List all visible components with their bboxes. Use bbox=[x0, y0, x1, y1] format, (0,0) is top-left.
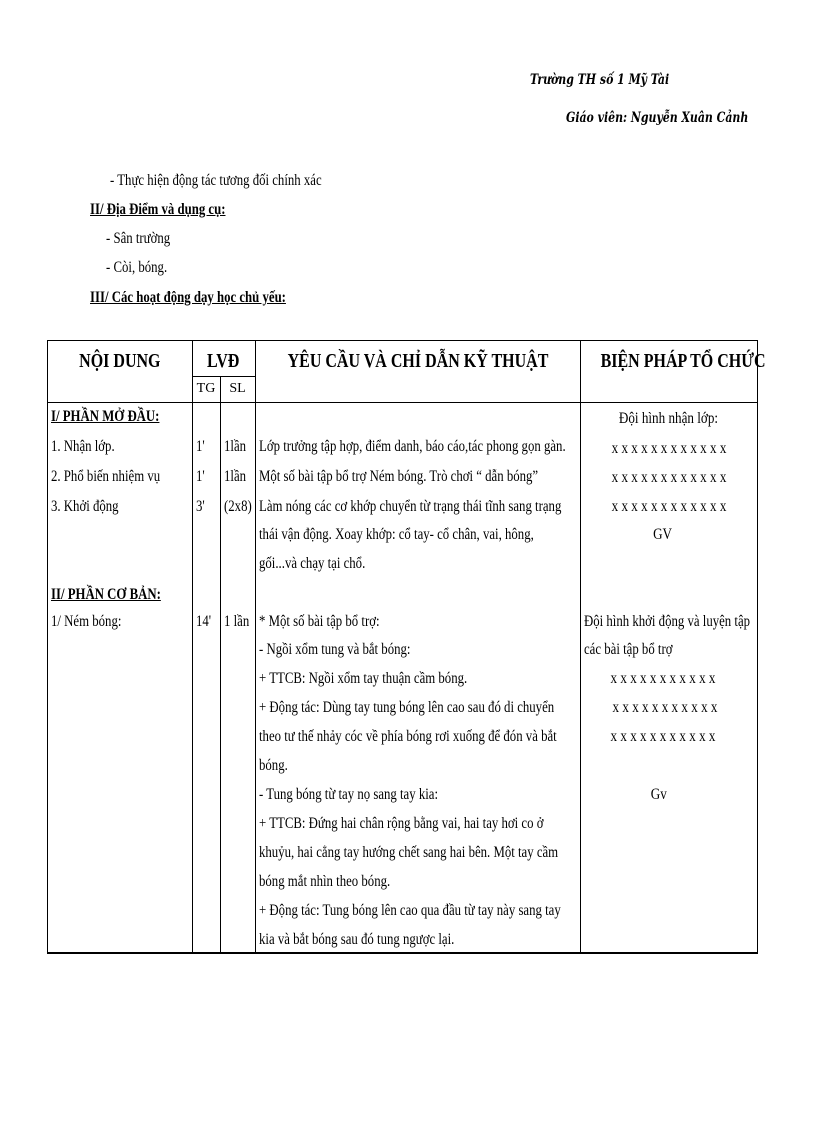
requirement-line: Một số bài tập bổ trợ Ném bóng. Trò chơi “ dẫn bóng” bbox=[259, 468, 539, 485]
organization-line: x x x x x x x x x x x bbox=[610, 670, 716, 687]
organization-line: Gv bbox=[650, 786, 668, 803]
organization-line: Đội hình khởi động và luyện tập bbox=[584, 613, 751, 630]
requirement-line: thái vận động. Xoay khớp: cổ tay- cổ chân, vai, hông, bbox=[259, 526, 534, 543]
sl-cell: 1lần bbox=[224, 438, 247, 455]
sl-cell: 1lần bbox=[224, 468, 247, 485]
organization-line: Đội hình nhận lớp: bbox=[618, 410, 719, 427]
organization-line: x x x x x x x x x x x bbox=[610, 728, 716, 745]
organization-line: x x x x x x x x x x x x bbox=[611, 498, 726, 515]
organization-line: GV bbox=[653, 526, 673, 543]
objective-line: - Thực hiện động tác tương đối chính xác bbox=[110, 172, 322, 189]
content-cell: II/ PHẦN CƠ BẢN: bbox=[51, 586, 161, 603]
school-name: Trường TH số 1 Mỹ Tài bbox=[530, 72, 670, 88]
requirement-line: gối...và chạy tại chổ. bbox=[259, 555, 366, 572]
requirement-line: bóng. bbox=[259, 757, 288, 774]
organization-line: x x x x x x x x x x x x bbox=[611, 469, 726, 486]
header-tg: TG bbox=[196, 381, 216, 396]
requirement-line: + Động tác: Dùng tay tung bóng lên cao sau đó di chuyển bbox=[259, 699, 555, 716]
section2-title: II/ Địa Điểm và dụng cụ: bbox=[90, 201, 226, 218]
teacher-name: Giáo viên: Nguyễn Xuân Cảnh bbox=[566, 110, 749, 126]
sl-cell: (2x8) bbox=[224, 498, 252, 515]
header-sl: SL bbox=[229, 381, 246, 396]
organization-line: x x x x x x x x x x x bbox=[612, 699, 718, 716]
requirement-line: * Một số bài tập bổ trợ: bbox=[259, 613, 380, 630]
content-cell: 1. Nhận lớp. bbox=[51, 438, 115, 455]
section2-item: - Sân trường bbox=[106, 230, 171, 247]
requirement-line: kia và bắt bóng sau đó tung ngược lại. bbox=[259, 931, 455, 948]
sl-cell: 1 lần bbox=[224, 613, 250, 630]
header-lvd: LVĐ bbox=[207, 350, 240, 372]
tg-cell: 1' bbox=[196, 468, 205, 485]
requirement-line: - Tung bóng từ tay nọ sang tay kia: bbox=[259, 786, 439, 803]
tg-cell: 1' bbox=[196, 438, 205, 455]
requirement-line: bóng mắt nhìn theo bóng. bbox=[259, 873, 391, 890]
organization-line: các bài tập bổ trợ bbox=[584, 641, 673, 658]
header-content: NỘI DUNG bbox=[78, 350, 161, 372]
requirement-line: + TTCB: Ngồi xổm tay thuận cầm bóng. bbox=[259, 670, 468, 687]
tg-cell: 3' bbox=[196, 498, 205, 515]
requirement-line: Làm nóng các cơ khớp chuyển từ trạng thái tĩnh sang trạng bbox=[259, 498, 562, 515]
header-organization: BIỆN PHÁP TỔ CHỨC bbox=[600, 350, 766, 372]
content-cell: 2. Phổ biến nhiệm vụ bbox=[51, 468, 161, 485]
tg-cell: 14' bbox=[196, 613, 212, 630]
content-cell: I/ PHẦN MỞ ĐẦU: bbox=[51, 408, 160, 425]
content-cell: 1/ Ném bóng: bbox=[51, 613, 122, 630]
requirement-line: theo tư thế nhảy cóc về phía bóng rơi xuống để đón và bắt bbox=[259, 728, 557, 745]
requirement-line: - Ngồi xổm tung và bắt bóng: bbox=[259, 641, 411, 658]
content-cell: 3. Khởi động bbox=[51, 498, 119, 515]
section3-title: III/ Các hoạt động dạy học chủ yếu: bbox=[90, 289, 286, 306]
requirement-line: + TTCB: Đứng hai chân rộng bằng vai, hai tay hơi co ở bbox=[259, 815, 544, 832]
section2-item: - Còi, bóng. bbox=[106, 259, 168, 276]
header-requirements: YÊU CẦU VÀ CHỈ DẪN KỸ THUẬT bbox=[287, 350, 549, 372]
requirement-line: khuỷu, hai cẳng tay hướng chết sang hai bên. Một tay cầm bbox=[259, 844, 559, 861]
organization-line: x x x x x x x x x x x x bbox=[611, 440, 726, 457]
requirement-line: Lớp trưởng tập hợp, điểm danh, báo cáo,tác phong gọn gàn. bbox=[259, 438, 566, 455]
requirement-line: + Động tác: Tung bóng lên cao qua đầu từ tay này sang tay bbox=[259, 902, 561, 919]
